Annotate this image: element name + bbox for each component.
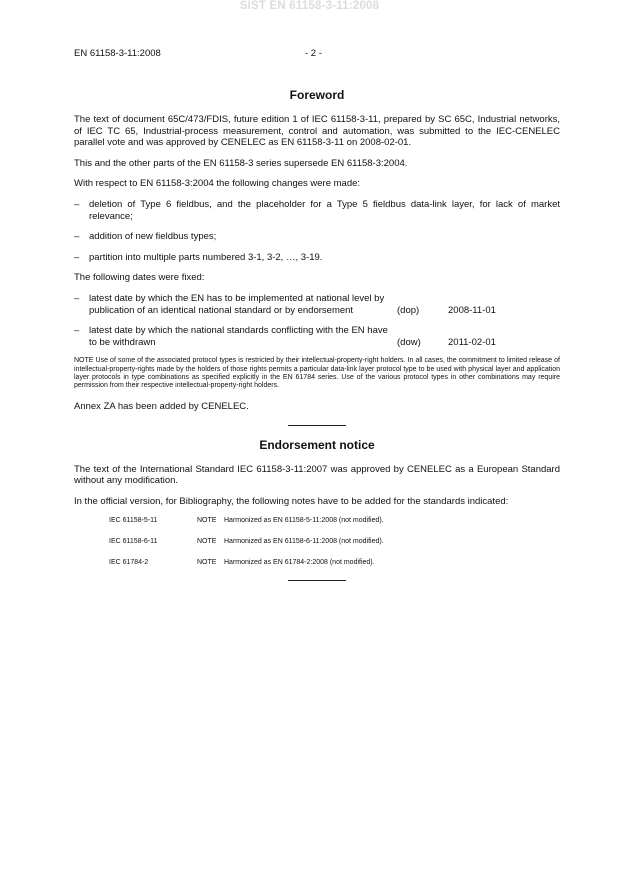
standard-id: IEC 61158-5-11 bbox=[109, 516, 158, 524]
bibliography-row bbox=[109, 517, 560, 525]
section-divider bbox=[288, 580, 346, 581]
page-content bbox=[74, 88, 560, 581]
note-text: Harmonized as EN 61784-2:2008 (not modified). bbox=[224, 558, 375, 566]
list-item: – addition of new fieldbus types; bbox=[74, 231, 217, 243]
list-item: – partition into multiple parts numbered 3-1, 3-2, …, 3-19. bbox=[74, 251, 323, 263]
note-label: NOTE bbox=[197, 516, 217, 524]
note-text: Harmonized as EN 61158-6-11:2008 (not modified). bbox=[224, 537, 384, 545]
date-value: 2011-02-01 bbox=[448, 336, 496, 348]
bibliography-row bbox=[109, 538, 560, 546]
note-label: NOTE bbox=[197, 537, 217, 545]
date-description: latest date by which the national standards conflicting with the EN have to be withdrawn bbox=[89, 325, 388, 348]
dates-list bbox=[74, 293, 560, 348]
section-divider bbox=[288, 425, 346, 426]
document-id: EN 61158-3-11:2008 bbox=[74, 48, 161, 59]
dash-bullet: – bbox=[74, 198, 80, 210]
endorsement-paragraph: In the official version, for Bibliography, the following notes have to be added for the standards indicated: bbox=[74, 495, 509, 507]
date-item-dow bbox=[74, 325, 560, 348]
dash-bullet: – bbox=[74, 325, 80, 337]
dash-bullet: – bbox=[74, 292, 80, 304]
foreword-paragraph: The text of document 65C/473/FDIS, future edition 1 of IEC 61158-3-11, prepared by SC 65C, Industrial networks, of IEC TC 65, Industrial-process measurement, control and automation, was submitted to the IEC-CENELEC parallel vote and was approved by CENELEC as EN 61158-3-11 on 2008-02-01. bbox=[74, 114, 560, 149]
foreword-title: Foreword bbox=[289, 88, 345, 102]
date-item-dop bbox=[74, 293, 560, 316]
dash-bullet: – bbox=[74, 231, 80, 243]
endorsement-paragraph: The text of the International Standard IEC 61158-3-11:2007 was approved by CENELEC as a European Standard without any modification. bbox=[74, 463, 560, 487]
standard-id: IEC 61158-6-11 bbox=[109, 537, 158, 545]
page-number: - 2 - bbox=[305, 48, 322, 59]
endorsement-title: Endorsement notice bbox=[259, 437, 375, 452]
date-value: 2008-11-01 bbox=[448, 304, 496, 316]
bibliography-row bbox=[109, 559, 560, 567]
note-label: NOTE bbox=[197, 558, 217, 566]
foreword-paragraph: This and the other parts of the EN 61158-3 series supersede EN 61158-3:2004. bbox=[74, 157, 408, 169]
watermark: SIST EN 61158-3-11:2008 bbox=[239, 0, 380, 12]
date-description: latest date by which the EN has to be implemented at national level by publication of an identical national standard or by endorsement bbox=[89, 292, 385, 316]
dash-bullet: – bbox=[74, 251, 80, 263]
foreword-paragraph: The following dates were fixed: bbox=[74, 272, 205, 284]
date-abbreviation: (dop) bbox=[397, 304, 420, 316]
date-abbreviation: (dow) bbox=[397, 336, 421, 348]
foreword-paragraph: Annex ZA has been added by CENELEC. bbox=[74, 401, 249, 413]
changes-list bbox=[74, 199, 560, 263]
bibliography-notes bbox=[109, 517, 560, 567]
note-text: Harmonized as EN 61158-5-11:2008 (not modified). bbox=[224, 516, 384, 524]
standard-id: IEC 61784-2 bbox=[109, 558, 149, 566]
foreword-note: NOTE Use of some of the associated protocol types is restricted by their intellectual-property-right holders. In all cases, the commitment to limited release of intellectual-property-rights made by the holders of those rights permits a particular data-link layer protocol type to be used with physical layer and application layer protocols in type combinations as specified explicitly in the EN 61784 series. Use of the various protocol types in other combinations may require permission from their respective intellectual-property-right holders. bbox=[74, 357, 560, 389]
list-item: – deletion of Type 6 fieldbus, and the placeholder for a Type 5 fieldbus data-link layer, for lack of market relevance; bbox=[74, 198, 560, 222]
foreword-paragraph: With respect to EN 61158-3:2004 the following changes were made: bbox=[74, 178, 361, 190]
